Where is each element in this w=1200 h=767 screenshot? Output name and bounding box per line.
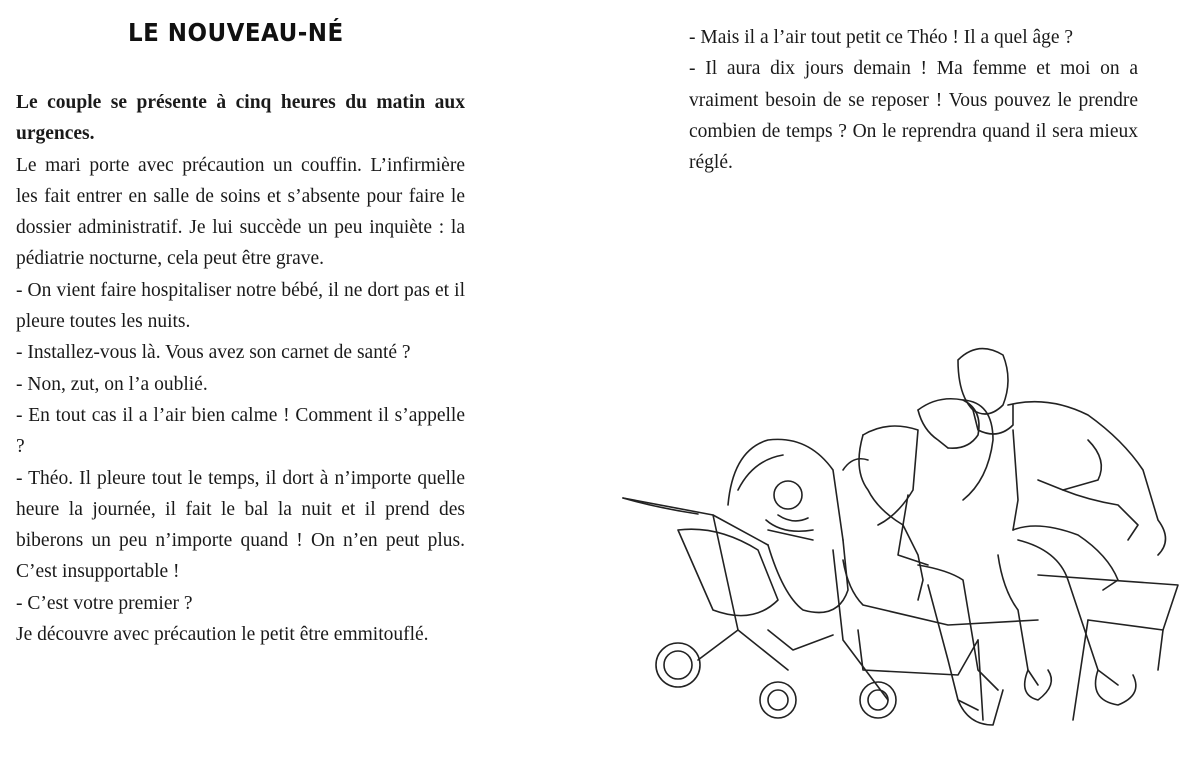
- stroller-icon: [623, 439, 896, 718]
- dialogue-line: - Théo. Il pleure tout le temps, il dort à n’importe quelle heure la journée, il fait le bal la nuit et il prend des biberons un peu n’importe quand ! On n’en peut plus. C’est insupportable !: [16, 467, 465, 583]
- paragraph: Le mari porte avec précaution un couffin. L’infirmière les fait entrer en salle de soins et s’absente pour faire le dossier administratif. Je lui succède un peu inquiète : la pédiatrie nocturne, cela peut être grave.: [16, 154, 465, 270]
- left-text-column: [16, 87, 465, 650]
- man-icon: [958, 349, 1166, 705]
- dialogue-line: - Il aura dix jours demain ! Ma femme et moi on a vraiment besoin de se reposer ! Vous pouvez le prendre combien de temps ? On le reprendra quand il sera mieux réglé.: [689, 58, 1138, 174]
- dialogue-line: - En tout cas il a l’air bien calme ! Comment il s’appelle ?: [16, 404, 465, 458]
- dialogue-line: - Mais il a l’air tout petit ce Théo ! Il a quel âge ?: [689, 27, 1074, 48]
- dialogue-line: - Installez-vous là. Vous avez son carnet de santé ?: [16, 342, 411, 364]
- couple-stroller-illustration: [618, 340, 1198, 750]
- paragraph: Je découvre avec précaution le petit être emmitouflé.: [16, 624, 429, 646]
- dialogue-line: - C’est votre premier ?: [16, 592, 193, 614]
- bench-icon: [843, 459, 1178, 720]
- page-title: LE NOUVEAU-NÉ: [128, 18, 344, 47]
- right-text-column: [689, 22, 1138, 178]
- lead-paragraph: Le couple se présente à cinq heures du matin aux urgences.: [16, 92, 465, 145]
- dialogue-line: - On vient faire hospitaliser notre bébé, il ne dort pas et il pleure toutes les nuits.: [16, 279, 465, 333]
- woman-icon: [859, 399, 1003, 725]
- line-drawing-icon: [618, 340, 1198, 750]
- dialogue-line: - Non, zut, on l’a oublié.: [16, 373, 208, 395]
